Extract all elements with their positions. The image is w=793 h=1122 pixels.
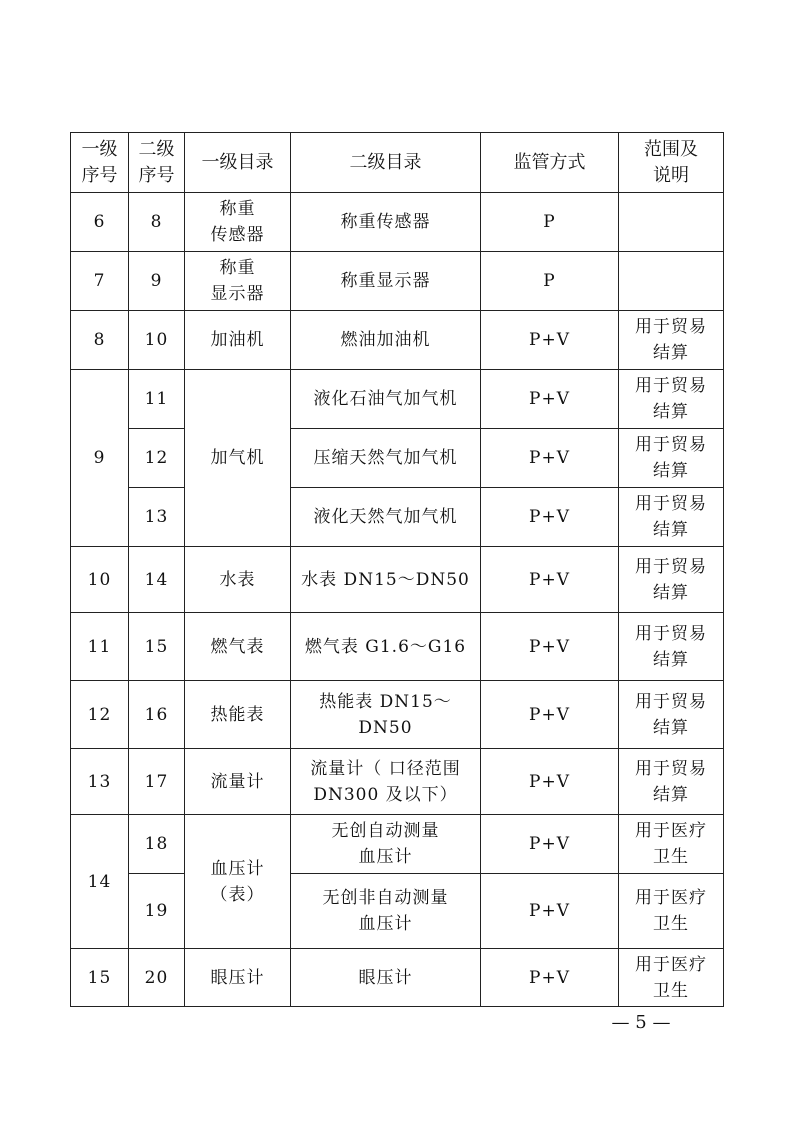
- header-level2-no: 二级 序号: [129, 133, 185, 193]
- supervision-mode: P+V: [481, 681, 619, 749]
- level2-catalog: 液化石油气加气机: [291, 370, 481, 429]
- supervision-mode: P+V: [481, 949, 619, 1007]
- scope: 用于医疗 卫生: [619, 815, 724, 874]
- level1-no: 11: [71, 613, 129, 681]
- level1-catalog: 加油机: [185, 311, 291, 370]
- level2-catalog: 流量计（ 口径范围 DN300 及以下）: [291, 749, 481, 815]
- scope: 用于贸易 结算: [619, 613, 724, 681]
- supervision-mode: P+V: [481, 429, 619, 488]
- level1-catalog: 称重 传感器: [185, 193, 291, 252]
- header-scope: 范围及 说明: [619, 133, 724, 193]
- level2-catalog: 称重传感器: [291, 193, 481, 252]
- level1-catalog: 燃气表: [185, 613, 291, 681]
- scope: 用于贸易 结算: [619, 488, 724, 547]
- table-row: [71, 488, 724, 547]
- level1-catalog: 称重 显示器: [185, 252, 291, 311]
- catalog-table: [70, 132, 724, 1007]
- scope: 用于贸易 结算: [619, 681, 724, 749]
- scope: 用于医疗 卫生: [619, 874, 724, 949]
- level1-no: 6: [71, 193, 129, 252]
- scope: 用于贸易 结算: [619, 429, 724, 488]
- scope: 用于贸易 结算: [619, 749, 724, 815]
- supervision-mode: P+V: [481, 749, 619, 815]
- level2-no: 10: [129, 311, 185, 370]
- level1-catalog: 血压计 （表）: [185, 815, 291, 949]
- table-row: [71, 613, 724, 681]
- level2-catalog: 热能表 DN15～DN50: [291, 681, 481, 749]
- table-row: [71, 429, 724, 488]
- level2-catalog: 液化天然气加气机: [291, 488, 481, 547]
- supervision-mode: P: [481, 193, 619, 252]
- level1-no: 9: [71, 370, 129, 547]
- supervision-mode: P+V: [481, 311, 619, 370]
- supervision-mode: P+V: [481, 613, 619, 681]
- level1-no: 13: [71, 749, 129, 815]
- level1-no: 15: [71, 949, 129, 1007]
- table-row: [71, 547, 724, 613]
- table-row: [71, 681, 724, 749]
- level1-no: 12: [71, 681, 129, 749]
- supervision-mode: P+V: [481, 815, 619, 874]
- supervision-mode: P+V: [481, 547, 619, 613]
- table-row: [71, 370, 724, 429]
- page-number: — 5 —: [611, 1012, 671, 1033]
- scope: 用于贸易 结算: [619, 370, 724, 429]
- scope: 用于贸易 结算: [619, 547, 724, 613]
- table-row: [71, 949, 724, 1007]
- table-row: [71, 252, 724, 311]
- level1-catalog: 加气机: [185, 370, 291, 547]
- level1-catalog: 热能表: [185, 681, 291, 749]
- level2-catalog: 压缩天然气加气机: [291, 429, 481, 488]
- supervision-mode: P+V: [481, 488, 619, 547]
- level2-no: 16: [129, 681, 185, 749]
- supervision-mode: P+V: [481, 370, 619, 429]
- table-row: [71, 311, 724, 370]
- level2-no: 18: [129, 815, 185, 874]
- table-row: [71, 749, 724, 815]
- supervision-mode: P: [481, 252, 619, 311]
- header-level1-catalog: 一级目录: [185, 133, 291, 193]
- level1-no: 14: [71, 815, 129, 949]
- level1-no: 8: [71, 311, 129, 370]
- level2-no: 20: [129, 949, 185, 1007]
- scope: 用于医疗 卫生: [619, 949, 724, 1007]
- level2-catalog: 燃油加油机: [291, 311, 481, 370]
- level1-no: 10: [71, 547, 129, 613]
- scope: [619, 193, 724, 252]
- level2-catalog: 眼压计: [291, 949, 481, 1007]
- table-row: [71, 874, 724, 949]
- supervision-mode: P+V: [481, 874, 619, 949]
- table-row: [71, 193, 724, 252]
- level2-no: 17: [129, 749, 185, 815]
- level2-no: 11: [129, 370, 185, 429]
- level2-catalog: 燃气表 G1.6～G16: [291, 613, 481, 681]
- level2-no: 9: [129, 252, 185, 311]
- level1-catalog: 水表: [185, 547, 291, 613]
- table-row: [71, 815, 724, 874]
- level2-catalog: 无创非自动测量 血压计: [291, 874, 481, 949]
- level2-no: 14: [129, 547, 185, 613]
- level2-catalog: 水表 DN15～DN50: [291, 547, 481, 613]
- scope: 用于贸易 结算: [619, 311, 724, 370]
- level1-no: 7: [71, 252, 129, 311]
- level2-no: 12: [129, 429, 185, 488]
- level2-no: 8: [129, 193, 185, 252]
- header-row: [71, 133, 724, 193]
- level2-catalog: 无创自动测量 血压计: [291, 815, 481, 874]
- scope: [619, 252, 724, 311]
- header-level1-no: 一级 序号: [71, 133, 129, 193]
- level1-catalog: 流量计: [185, 749, 291, 815]
- level2-no: 13: [129, 488, 185, 547]
- level2-no: 19: [129, 874, 185, 949]
- header-supervision-mode: 监管方式: [481, 133, 619, 193]
- level2-catalog: 称重显示器: [291, 252, 481, 311]
- level2-no: 15: [129, 613, 185, 681]
- header-level2-catalog: 二级目录: [291, 133, 481, 193]
- level1-catalog: 眼压计: [185, 949, 291, 1007]
